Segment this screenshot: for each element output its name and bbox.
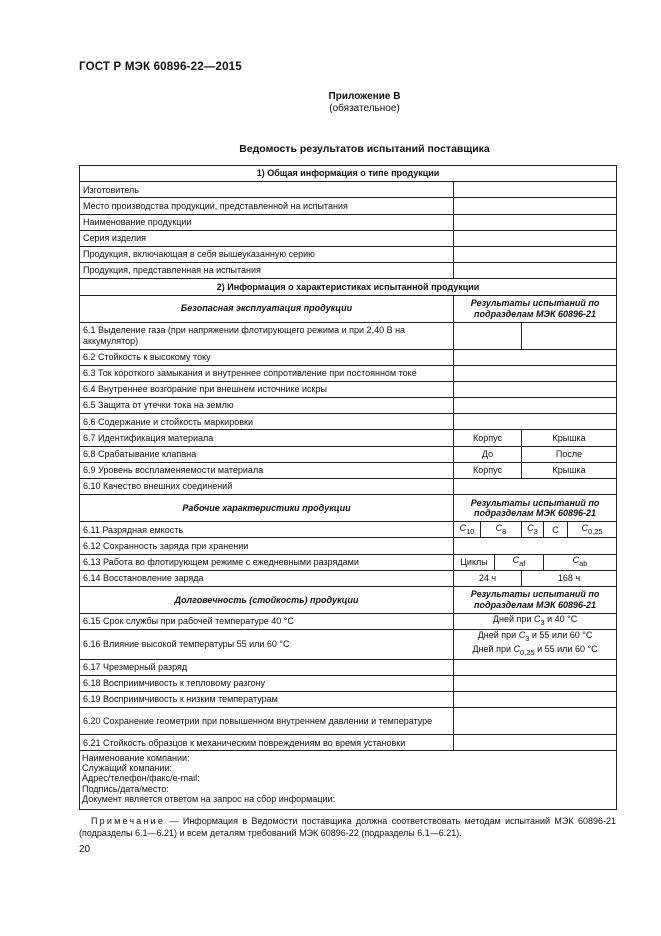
section1-header-row [80, 166, 617, 182]
table-row [80, 182, 617, 198]
row-label: 6.20 Сохранение геометрии при повышенном внутреннем давлении и температуре [80, 708, 454, 735]
value-cell [454, 198, 617, 214]
table-row [80, 322, 617, 349]
row-label: 6.15 Срок службы при рабочей температуре 40 °С [80, 613, 454, 629]
capacity-c10: $C_{10}$ [454, 522, 481, 538]
value-cell [454, 230, 617, 246]
row-label: 6.10 Качество внешних соединений [80, 479, 454, 495]
table-row [80, 554, 617, 570]
performance-title: Рабочие характеристики продукции [80, 495, 454, 522]
table-row [80, 263, 617, 279]
table-row [80, 398, 617, 414]
row-label: Продукция, представленная на испытания [80, 263, 454, 279]
row-label: 6.21 Стойкость образцов к механическим повреждениям во время установки [80, 735, 454, 751]
cycles-cell: Циклы [454, 554, 495, 570]
appendix-title: Приложение В [328, 91, 401, 102]
capacity-c025: $C_{0,25}$ [568, 522, 617, 538]
company-employee-label: Служащий компании: [82, 763, 172, 774]
performance-subheader-row [80, 495, 617, 522]
company-name-label: Наименование компании: [82, 753, 190, 763]
section2-title: 2) Информация о характеристиках испытанной продукции [80, 279, 617, 295]
section1-title: 1) Общая информация о типе продукции [80, 166, 617, 182]
value-cell [454, 708, 617, 735]
row-label: 6.4 Внутреннее возгорание при внешнем источнике искры [80, 381, 454, 397]
capacity-c: C [544, 522, 568, 538]
value-cell [454, 214, 617, 230]
value-cell [454, 659, 617, 675]
capacity-c3: $C_3$ [522, 522, 544, 538]
row-label: 6.13 Работа во флотирующем режиме с ежедневными разрядами [80, 554, 454, 570]
safety-title: Безопасная эксплуатация продукции [80, 295, 454, 322]
company-signature-label: Подпись/дата/место: [82, 783, 169, 794]
caf-cell: $C_{af}$ [495, 554, 544, 570]
appendix-subtitle: (обязательное) [329, 103, 400, 114]
table-row [80, 675, 617, 691]
table-row [80, 538, 617, 554]
table-row [80, 462, 617, 478]
value-cell: Крышка [522, 430, 617, 446]
table-row [80, 349, 617, 365]
table-row [80, 414, 617, 430]
row-label: 6.1 Выделение газа (при напряжении флотирующего режима и при 2,40 В на аккумулятор) [80, 322, 454, 349]
row-label: Место производства продукции, представленной на испытания [80, 198, 454, 214]
value-cell [454, 692, 617, 708]
value-cell [454, 398, 617, 414]
note-label: Примечание [91, 816, 166, 826]
table-row [80, 735, 617, 751]
note-paragraph [79, 815, 616, 839]
value-cell [454, 365, 617, 381]
row-label: 6.7 Идентификация материала [80, 430, 454, 446]
value-cell [454, 675, 617, 691]
section2-header-row [80, 279, 617, 295]
row-label: 6.16 Влияние высокой температуры 55 или 60 °С [80, 630, 454, 660]
row-label: 6.14 Восстановление заряда [80, 570, 454, 586]
row-label: Серия изделия [80, 230, 454, 246]
table-row [80, 692, 617, 708]
row-label: 6.17 Чрезмерный разряд [80, 659, 454, 675]
value-cell [454, 381, 617, 397]
cab-cell: $C_{ab}$ [544, 554, 617, 570]
value-cell [454, 735, 617, 751]
results-header: Результаты испытаний по подразделам МЭК 60896-21 [454, 495, 617, 522]
row-label: 6.11 Разрядная емкость [80, 522, 454, 538]
row-label: 6.8 Срабатывание клапана [80, 446, 454, 462]
table-row [80, 613, 617, 629]
supplier-results-table [79, 165, 617, 810]
row-label: Изготовитель [80, 182, 454, 198]
row-label: 6.9 Уровень воспламеняемости материала [80, 462, 454, 478]
row-label: 6.12 Сохранность заряда при хранении [80, 538, 454, 554]
company-response-label: Документ является ответом на запрос на сбор информации: [82, 793, 336, 804]
value-cell: 24 ч [454, 570, 522, 586]
table-row [80, 479, 617, 495]
note-text: — Информация в Ведомости поставщика должна соответствовать методам испытаний МЭК 60896-21 (подразделы 6.1—6.21) и всем деталям требований МЭК 60896-22 (подразделы 6.1—6.21). [79, 816, 616, 838]
table-row [80, 659, 617, 675]
table-row [80, 570, 617, 586]
value-cell [454, 479, 617, 495]
capacity-c8: $C_8$ [481, 522, 522, 538]
value-cell [454, 246, 617, 262]
value-cell [454, 322, 522, 349]
durability-title: Долговечность (стойкость) продукции [80, 586, 454, 613]
row-label: 6.3 Ток короткого замыкания и внутреннее сопротивление при постоянном токе [80, 365, 454, 381]
table-row [80, 246, 617, 262]
standard-header: ГОСТ Р МЭК 60896-22—2015 [79, 61, 242, 73]
table-row [80, 365, 617, 381]
table-row [80, 446, 617, 462]
table-row [80, 630, 617, 660]
table-row [80, 708, 617, 735]
row-label: 6.2 Стойкость к высокому току [80, 349, 454, 365]
company-info [82, 753, 335, 804]
table-row [80, 381, 617, 397]
safety-subheader-row [80, 295, 617, 322]
value-cell: Дней при $C_3$ и 55 или 60 °С Дней при $C_{0,25}$ и 55 или 60 °С [454, 630, 617, 660]
value-cell [522, 322, 617, 349]
document-title: Ведомость результатов испытаний поставщика [239, 143, 490, 155]
value-cell: Дней при $C_3$ и 40 °С [454, 613, 617, 629]
value-cell: Корпус [454, 462, 522, 478]
row-label: 6.19 Восприимчивость к низким температурам [80, 692, 454, 708]
value-cell [454, 182, 617, 198]
row-label: Продукция, включающая в себя вышеуказанную серию [80, 246, 454, 262]
table-row [80, 214, 617, 230]
company-address-label: Адрес/телефон/факс/e-mail: [82, 773, 200, 784]
table-row [80, 198, 617, 214]
table-row [80, 430, 617, 446]
value-cell [454, 414, 617, 430]
page-number: 20 [79, 844, 91, 855]
value-cell: Крышка [522, 462, 617, 478]
table-row [80, 230, 617, 246]
value-cell: 168 ч [522, 570, 617, 586]
table-row [80, 522, 617, 538]
value-cell [454, 263, 617, 279]
row-label: 6.18 Восприимчивость к тепловому разгону [80, 675, 454, 691]
value-cell: После [522, 446, 617, 462]
results-header: Результаты испытаний по подразделам МЭК 60896-21 [454, 586, 617, 613]
row-label: 6.5 Защита от утечки тока на землю [80, 398, 454, 414]
value-cell: Корпус [454, 430, 522, 446]
value-cell [454, 538, 617, 554]
durability-subheader-row [80, 586, 617, 613]
row-label: Наименование продукции [80, 214, 454, 230]
value-cell: До [454, 446, 522, 462]
results-header: Результаты испытаний по подразделам МЭК 60896-21 [454, 295, 617, 322]
row-label: 6.6 Содержание и стойкость маркировки [80, 414, 454, 430]
value-cell [454, 349, 617, 365]
